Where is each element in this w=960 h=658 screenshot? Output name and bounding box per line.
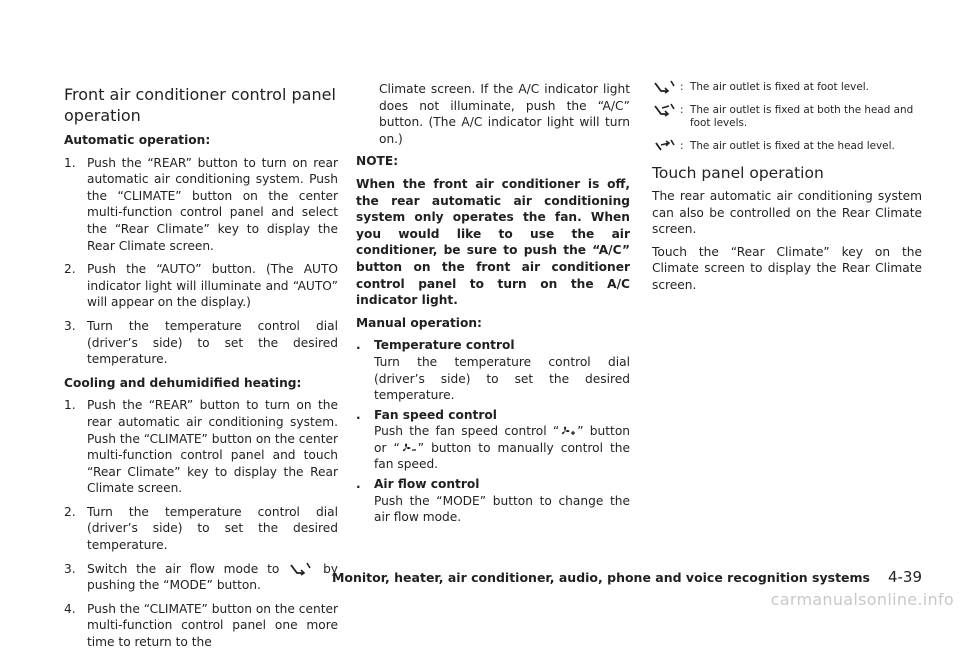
air-flow-control-item: . Air flow control Push the “MODE” button to change the air flow mode. <box>356 477 630 525</box>
middle-column <box>356 81 630 529</box>
foot-outlet-icon <box>652 80 678 94</box>
footer-chapter-title: Monitor, heater, air conditioner, audio, phone and voice recognition systems <box>331 570 870 585</box>
section-heading: Front air conditioner control panel operation <box>64 85 336 125</box>
fan-up-icon <box>559 424 577 438</box>
cool-step-3: 3. Switch the air flow mode to by pushing the “MODE” button. <box>64 561 339 593</box>
cool-step-2: 2. Turn the temperature control dial (driver’s side) to set the desired temperature. <box>64 504 338 553</box>
head-foot-outlet-icon <box>652 103 678 117</box>
head-foot-level-row: : The air outlet is fixed at both the head and foot levels. <box>652 104 922 130</box>
manual-operation-title: Manual operation: <box>356 315 482 330</box>
touch-paragraph-2: Touch the “Rear Climate” key on the Climate screen to display the Rear Climate screen. <box>652 244 922 292</box>
note-title: NOTE: <box>356 154 399 169</box>
temperature-control-item: . Temperature control Turn the temperature control dial (driver’s side) to set the desired temperature. <box>356 338 630 403</box>
automatic-operation-title: Automatic operation: <box>64 133 211 147</box>
note-text: When the front air conditioner is off, the rear automatic air conditioning system only operates the fan. When you would like to use the air conditioner, be sure to push the “A/C” button on the front air conditioner control panel to turn on the A/C indicator light. <box>356 176 630 308</box>
cool-step-4: 4. Push the “CLIMATE” button on the center multi-function control panel one more time to return to the <box>64 601 338 650</box>
page-number: 4-39 <box>887 568 922 586</box>
fan-down-icon <box>400 441 418 455</box>
foot-level-row: : The air outlet is fixed at foot level. <box>652 81 922 94</box>
head-outlet-icon <box>652 139 678 153</box>
touch-panel-heading: Touch panel operation <box>652 164 824 182</box>
right-column <box>652 81 922 300</box>
touch-paragraph-1: The rear automatic air conditioning system can also be controlled on the Rear Climate screen. <box>652 189 922 237</box>
page-footer <box>0 570 960 590</box>
head-level-row: : The air outlet is fixed at the head level. <box>652 140 922 153</box>
watermark: carmanualsonline.info <box>770 590 954 609</box>
auto-step-1: 1. Push the “REAR” button to turn on rear automatic air conditioning system. Push the “CLIMATE” button on the center multi-function control panel and select the “Rear Climate” key to display the Rear Climate screen. <box>64 155 338 253</box>
cool-step-1: 1. Push the “REAR” button to turn on the rear automatic air conditioning system. Push the “CLIMATE” button on the center multi-function control panel and touch “Rear Climate” key to display the Rear Climate screen. <box>64 398 338 496</box>
step4-continued: Climate screen. If the A/C indicator light does not illuminate, push the “A/C” button. (The A/C indicator light will turn on.) <box>379 82 630 146</box>
fan-speed-control-item: . Fan speed control Push the fan speed control “ ” button or “ ” button to manually control the fan speed. <box>356 407 630 472</box>
auto-step-3: 3. Turn the temperature control dial (driver’s side) to set the desired temperature. <box>64 318 338 367</box>
cooling-title: Cooling and dehumidified heating: <box>64 375 302 390</box>
auto-step-2: 2. Push the “AUTO” button. (The AUTO indicator light will illuminate and “AUTO” will appear on the display.) <box>64 262 338 310</box>
